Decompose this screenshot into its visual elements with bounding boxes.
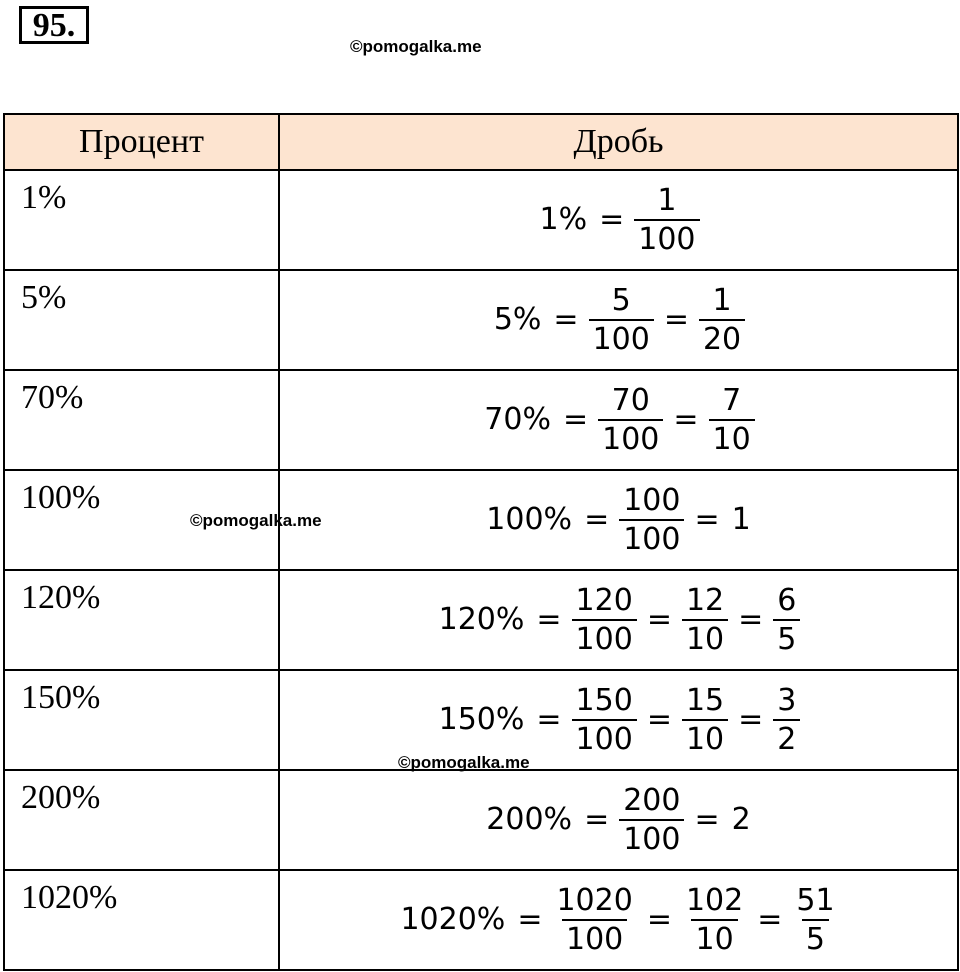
fraction xyxy=(619,782,684,857)
equation xyxy=(492,282,745,357)
equation-result: 1 xyxy=(731,502,751,537)
percent-cell: 5% xyxy=(4,270,279,370)
equals-sign: = xyxy=(553,302,579,337)
fraction-numerator: 102 xyxy=(685,882,744,918)
equation xyxy=(437,582,801,657)
fraction-numerator: 100 xyxy=(623,482,681,518)
equation xyxy=(484,482,752,557)
fraction-denominator: 100 xyxy=(619,819,684,855)
table-row xyxy=(4,570,958,670)
fraction xyxy=(699,282,745,357)
equation-lhs: 70% xyxy=(484,402,551,437)
equation-result: 2 xyxy=(731,802,751,837)
table-row xyxy=(4,170,958,270)
percent-cell: 1% xyxy=(4,170,279,270)
equals-sign: = xyxy=(757,902,783,937)
fraction-numerator: 12 xyxy=(685,582,725,618)
fraction-numerator: 70 xyxy=(611,382,650,418)
fraction-cell xyxy=(279,870,958,970)
equals-sign: = xyxy=(673,402,699,437)
equals-sign: = xyxy=(536,702,562,737)
table-row xyxy=(4,370,958,470)
fraction-denominator: 100 xyxy=(572,719,637,755)
fraction xyxy=(709,382,755,457)
fraction-cell xyxy=(279,670,958,770)
equation-lhs: 1020% xyxy=(400,902,506,937)
equation-lhs: 150% xyxy=(438,702,525,737)
equation-lhs: 1% xyxy=(539,202,588,237)
equation xyxy=(398,882,838,957)
equation-lhs: 100% xyxy=(486,502,573,537)
watermark-top: ©pomogalka.me xyxy=(350,37,482,56)
percent-cell: 200% xyxy=(4,770,279,870)
equals-sign: = xyxy=(646,902,672,937)
fraction-cell xyxy=(279,270,958,370)
equals-sign: = xyxy=(694,502,720,537)
fraction-cell xyxy=(279,170,958,270)
header-fraction: Дробь xyxy=(279,114,958,170)
fraction-denominator: 10 xyxy=(691,919,737,955)
fraction-denominator: 10 xyxy=(682,619,728,655)
fraction-denominator: 100 xyxy=(589,319,654,355)
equals-sign: = xyxy=(646,702,672,737)
equals-sign: = xyxy=(562,402,589,437)
equation xyxy=(437,682,801,757)
fraction xyxy=(589,282,654,357)
fraction xyxy=(552,882,636,957)
equals-sign: = xyxy=(584,802,610,837)
equation-lhs: 200% xyxy=(486,802,573,837)
fraction-denominator: 100 xyxy=(634,219,699,255)
fraction-numerator: 1 xyxy=(657,182,677,218)
equals-sign: = xyxy=(646,602,672,637)
equation-lhs: 120% xyxy=(438,602,525,637)
fraction-numerator: 7 xyxy=(722,382,742,418)
fraction-numerator: 150 xyxy=(575,682,633,718)
percent-cell: 1020% xyxy=(4,870,279,970)
fraction-denominator: 100 xyxy=(572,619,637,655)
fraction-denominator: 10 xyxy=(682,719,728,755)
percent-cell: 120% xyxy=(4,570,279,670)
equation-lhs: 5% xyxy=(493,302,542,337)
fraction-denominator: 100 xyxy=(562,919,627,955)
fraction-denominator: 5 xyxy=(773,619,800,655)
percent-cell: 100% xyxy=(4,470,279,570)
watermark-middle: ©pomogalka.me xyxy=(190,511,322,530)
fraction-denominator: 2 xyxy=(773,719,800,755)
fraction-numerator: 5 xyxy=(611,282,631,318)
equals-sign: = xyxy=(663,302,689,337)
fraction xyxy=(572,682,637,757)
task-number: 95. xyxy=(19,6,89,44)
percent-fraction-table xyxy=(3,113,959,971)
equation xyxy=(484,782,752,857)
fraction xyxy=(598,382,663,457)
fraction-cell xyxy=(279,570,958,670)
equation xyxy=(538,182,700,257)
equals-sign: = xyxy=(536,602,562,637)
fraction xyxy=(682,682,728,757)
equation xyxy=(482,382,754,457)
table-row xyxy=(4,470,958,570)
table-row xyxy=(4,770,958,870)
header-percent: Процент xyxy=(4,114,279,170)
fraction-cell xyxy=(279,770,958,870)
fraction-denominator: 100 xyxy=(598,419,663,455)
equals-sign: = xyxy=(517,902,543,937)
fraction xyxy=(773,682,800,757)
equals-sign: = xyxy=(738,702,764,737)
fraction xyxy=(682,582,728,657)
fraction xyxy=(773,582,800,657)
equals-sign: = xyxy=(694,802,720,837)
fraction-numerator: 6 xyxy=(777,582,797,618)
equals-sign: = xyxy=(584,502,610,537)
fraction-cell xyxy=(279,470,958,570)
equals-sign: = xyxy=(738,602,764,637)
fraction xyxy=(619,482,684,557)
percent-cell: 70% xyxy=(4,370,279,470)
fraction-numerator: 1020 xyxy=(556,882,633,918)
fraction xyxy=(634,182,699,257)
fraction-denominator: 5 xyxy=(802,919,829,955)
fraction-denominator: 20 xyxy=(699,319,745,355)
fraction-denominator: 100 xyxy=(619,519,684,555)
fraction xyxy=(682,882,747,957)
fraction-numerator: 200 xyxy=(623,782,681,818)
fraction xyxy=(572,582,637,657)
table-row xyxy=(4,270,958,370)
fraction-denominator: 10 xyxy=(709,419,755,455)
percent-cell: 150% xyxy=(4,670,279,770)
fraction-numerator: 3 xyxy=(777,682,797,718)
fraction xyxy=(792,882,838,957)
table-row xyxy=(4,870,958,970)
fraction-numerator: 51 xyxy=(796,882,835,918)
watermark-lower: ©pomogalka.me xyxy=(398,753,530,772)
equals-sign: = xyxy=(599,202,625,237)
fraction-numerator: 15 xyxy=(685,682,725,718)
fraction-numerator: 120 xyxy=(575,582,633,618)
fraction-cell xyxy=(279,370,958,470)
fraction-numerator: 1 xyxy=(712,282,732,318)
table-header-row xyxy=(4,114,958,170)
